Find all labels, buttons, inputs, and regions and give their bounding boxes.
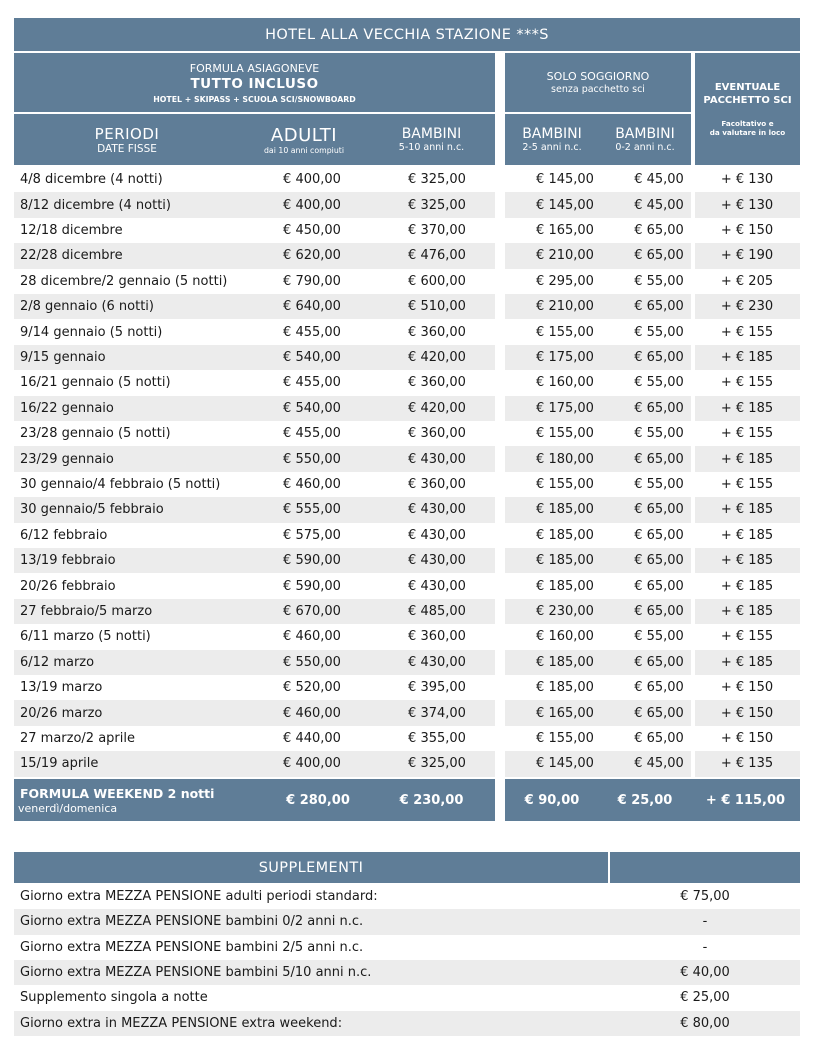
bambini-25-cell: € 210,00	[536, 299, 594, 315]
bambini-25-cell: € 175,00	[536, 400, 594, 416]
bambini-02-cell: € 45,00	[634, 197, 684, 213]
period-cell: 20/26 marzo	[20, 705, 103, 721]
pacchetto-sci-cell: + € 150	[720, 730, 774, 746]
adulti-cell: € 455,00	[283, 324, 341, 340]
weekend-label: FORMULA WEEKEND 2 notti	[20, 786, 215, 801]
bambini-25-cell: € 155,00	[536, 426, 594, 442]
adulti-cell: € 550,00	[283, 654, 341, 670]
bambini-25-cell: € 165,00	[536, 705, 594, 721]
adulti-cell: € 575,00	[283, 527, 341, 543]
adulti-cell: € 520,00	[283, 680, 341, 696]
period-cell: 22/28 dicembre	[20, 248, 123, 264]
pacchetto-sci-cell: + € 185	[720, 451, 774, 467]
table-row	[14, 218, 800, 243]
bambini-25-cell: € 160,00	[536, 629, 594, 645]
bambini-510-cell: € 325,00	[408, 172, 466, 188]
supplementi-value: € 40,00	[680, 965, 730, 981]
period-cell: 6/12 febbraio	[20, 527, 108, 543]
periodi-line1: PERIODI	[94, 124, 160, 143]
period-cell: 23/29 gennaio	[20, 451, 114, 467]
formula-line1: FORMULA ASIAGONEVE	[189, 61, 320, 75]
table-row	[14, 624, 800, 649]
formula-line2: TUTTO INCLUSO	[190, 75, 319, 92]
bambini-02-cell: € 65,00	[634, 451, 684, 467]
bambini-510-cell: € 370,00	[408, 222, 466, 238]
supplementi-label: Giorno extra in MEZZA PENSIONE extra weekend:	[20, 1015, 343, 1031]
supplementi-row	[14, 884, 800, 909]
bambini-510-cell: € 430,00	[408, 553, 466, 569]
bambini-510-cell: € 430,00	[408, 502, 466, 518]
pacchetto-sci-cell: + € 230	[720, 299, 774, 315]
pacchetto-sci-cell: + € 185	[720, 400, 774, 416]
weekend-b25: € 90,00	[524, 792, 580, 808]
bambini-25-header	[505, 114, 599, 165]
pacchetto-sci-cell: + € 130	[720, 172, 774, 188]
supplementi-value: € 80,00	[680, 1015, 730, 1031]
period-cell: 6/12 marzo	[20, 654, 95, 670]
supplementi-label: Giorno extra MEZZA PENSIONE adulti periodi standard:	[20, 889, 378, 905]
hotel-title: HOTEL ALLA VECCHIA STAZIONE ***S	[14, 18, 800, 51]
period-cell: 15/19 aprile	[20, 756, 99, 772]
adulti-cell: € 455,00	[283, 375, 341, 391]
eventuale-note2: da valutare in loco	[709, 128, 786, 137]
bambini-510-cell: € 430,00	[408, 527, 466, 543]
supplementi-row	[14, 960, 800, 985]
bambini-02-cell: € 55,00	[634, 476, 684, 492]
period-cell: 13/19 febbraio	[20, 553, 116, 569]
period-cell: 8/12 dicembre (4 notti)	[20, 197, 171, 213]
pacchetto-sci-cell: + € 185	[720, 502, 774, 518]
adulti-cell: € 555,00	[283, 502, 341, 518]
period-cell: 9/14 gennaio (5 notti)	[20, 324, 163, 340]
table-row	[14, 446, 800, 471]
supplementi-value: -	[702, 939, 708, 955]
eventuale-line2: PACCHETTO SCI	[703, 95, 792, 106]
bambini-25-cell: € 175,00	[536, 349, 594, 365]
bambini-25-cell: € 180,00	[536, 451, 594, 467]
weekend-b02: € 25,00	[617, 792, 673, 808]
adulti-cell: € 440,00	[283, 730, 341, 746]
solo-soggiorno-header	[505, 53, 691, 112]
supplementi-row	[14, 1011, 800, 1036]
adulti-cell: € 400,00	[283, 197, 341, 213]
bambini-02-cell: € 65,00	[634, 222, 684, 238]
solo-line1: SOLO SOGGIORNO	[546, 69, 650, 83]
adulti-cell: € 640,00	[283, 299, 341, 315]
bambini-25-line2: 2-5 anni n.c.	[522, 142, 582, 153]
bambini-25-cell: € 160,00	[536, 375, 594, 391]
bambini-510-cell: € 395,00	[408, 680, 466, 696]
bambini-02-cell: € 55,00	[634, 375, 684, 391]
adulti-cell: € 400,00	[283, 756, 341, 772]
adulti-cell: € 460,00	[283, 705, 341, 721]
period-cell: 27 febbraio/5 marzo	[20, 603, 153, 619]
supplementi-value: € 75,00	[680, 889, 730, 905]
bambini-510-cell: € 485,00	[408, 603, 466, 619]
bambini-02-cell: € 65,00	[634, 527, 684, 543]
bambini-25-cell: € 185,00	[536, 527, 594, 543]
bambini-25-line1: BAMBINI	[522, 126, 582, 142]
eventuale-line1: EVENTUALE	[714, 82, 781, 93]
table-row	[14, 599, 800, 624]
bambini-02-cell: € 65,00	[634, 349, 684, 365]
pacchetto-sci-cell: + € 155	[720, 375, 774, 391]
adulti-cell: € 590,00	[283, 578, 341, 594]
pacchetto-sci-cell: + € 150	[720, 222, 774, 238]
bambini-25-cell: € 155,00	[536, 476, 594, 492]
bambini-510-cell: € 360,00	[408, 629, 466, 645]
bambini-510-line1: BAMBINI	[401, 126, 462, 142]
adulti-cell: € 455,00	[283, 426, 341, 442]
bambini-510-cell: € 430,00	[408, 578, 466, 594]
bambini-02-line1: BAMBINI	[615, 126, 675, 142]
bambini-510-cell: € 360,00	[408, 375, 466, 391]
bambini-02-cell: € 45,00	[634, 756, 684, 772]
table-row	[14, 497, 800, 522]
supplementi-label: Giorno extra MEZZA PENSIONE bambini 0/2 anni n.c.	[20, 914, 364, 930]
formula-header	[14, 53, 495, 112]
adulti-cell: € 590,00	[283, 553, 341, 569]
period-cell: 13/19 marzo	[20, 680, 103, 696]
period-cell: 16/21 gennaio (5 notti)	[20, 375, 171, 391]
pacchetto-sci-cell: + € 205	[720, 273, 774, 289]
bambini-02-cell: € 65,00	[634, 553, 684, 569]
table-row	[14, 345, 800, 370]
supplementi-label: Giorno extra MEZZA PENSIONE bambini 5/10 anni n.c.	[20, 965, 372, 981]
pacchetto-sci-cell: + € 190	[720, 248, 774, 264]
supplementi-label: Giorno extra MEZZA PENSIONE bambini 2/5 anni n.c.	[20, 939, 364, 955]
pacchetto-sci-cell: + € 155	[720, 324, 774, 340]
bambini-02-cell: € 65,00	[634, 578, 684, 594]
adulti-cell: € 790,00	[283, 273, 341, 289]
period-cell: 9/15 gennaio	[20, 349, 106, 365]
adulti-cell: € 550,00	[283, 451, 341, 467]
eventuale-note1: Facoltativo e	[721, 119, 774, 128]
period-cell: 4/8 dicembre (4 notti)	[20, 172, 163, 188]
bambini-510-cell: € 420,00	[408, 400, 466, 416]
bambini-510-cell: € 360,00	[408, 324, 466, 340]
bambini-02-cell: € 65,00	[634, 705, 684, 721]
table-row	[14, 269, 800, 294]
supplementi-value: € 25,00	[680, 990, 730, 1006]
table-row	[14, 243, 800, 268]
weekend-adulti: € 280,00	[286, 792, 350, 808]
period-cell: 27 marzo/2 aprile	[20, 730, 135, 746]
pacchetto-sci-cell: + € 185	[720, 603, 774, 619]
bambini-02-cell: € 55,00	[634, 324, 684, 340]
weekend-row-left	[14, 779, 495, 821]
bambini-25-cell: € 145,00	[536, 756, 594, 772]
supplementi-value: -	[702, 914, 708, 930]
period-cell: 12/18 dicembre	[20, 222, 123, 238]
bambini-510-cell: € 360,00	[408, 476, 466, 492]
table-row	[14, 548, 800, 573]
pacchetto-sci-cell: + € 155	[720, 476, 774, 492]
weekend-b510: € 230,00	[399, 792, 464, 808]
table-row	[14, 523, 800, 548]
bambini-25-cell: € 145,00	[536, 172, 594, 188]
supplementi-title: SUPPLEMENTI	[14, 852, 608, 883]
period-cell: 16/22 gennaio	[20, 400, 114, 416]
formula-line3: HOTEL + SKIPASS + SCUOLA SCI/SNOWBOARD	[153, 94, 356, 104]
bambini-02-cell: € 65,00	[634, 299, 684, 315]
table-row	[14, 294, 800, 319]
bambini-02-cell: € 65,00	[634, 400, 684, 416]
period-cell: 23/28 gennaio (5 notti)	[20, 426, 171, 442]
bambini-510-cell: € 325,00	[408, 756, 466, 772]
table-row	[14, 421, 800, 446]
period-cell: 28 dicembre/2 gennaio (5 notti)	[20, 273, 228, 289]
supplementi-row	[14, 935, 800, 960]
bambini-510-header	[368, 114, 495, 165]
table-row	[14, 192, 800, 217]
adulti-cell: € 670,00	[283, 603, 341, 619]
bambini-510-cell: € 374,00	[408, 705, 466, 721]
bambini-02-cell: € 65,00	[634, 730, 684, 746]
bambini-02-cell: € 65,00	[634, 654, 684, 670]
bambini-02-cell: € 55,00	[634, 426, 684, 442]
table-row	[14, 726, 800, 751]
bambini-510-line2: 5-10 anni n.c.	[398, 142, 465, 153]
supplementi-label: Supplemento singola a notte	[20, 990, 208, 1006]
period-cell: 6/11 marzo (5 notti)	[20, 629, 151, 645]
table-row	[14, 167, 800, 192]
bambini-510-cell: € 430,00	[408, 654, 466, 670]
pacchetto-sci-cell: + € 130	[720, 197, 774, 213]
bambini-510-cell: € 430,00	[408, 451, 466, 467]
weekend-opt: + € 115,00	[705, 792, 786, 808]
adulti-cell: € 400,00	[283, 172, 341, 188]
bambini-510-cell: € 355,00	[408, 730, 466, 746]
bambini-02-cell: € 55,00	[634, 273, 684, 289]
pacchetto-sci-cell: + € 185	[720, 654, 774, 670]
bambini-25-cell: € 145,00	[536, 197, 594, 213]
bambini-25-cell: € 155,00	[536, 324, 594, 340]
pacchetto-sci-cell: + € 185	[720, 553, 774, 569]
bambini-02-line2: 0-2 anni n.c.	[615, 142, 675, 153]
bambini-25-cell: € 185,00	[536, 578, 594, 594]
bambini-02-cell: € 65,00	[634, 603, 684, 619]
adulti-cell: € 620,00	[283, 248, 341, 264]
adulti-header	[240, 114, 368, 165]
weekend-row-right	[505, 779, 800, 821]
bambini-510-cell: € 600,00	[408, 273, 466, 289]
period-cell: 30 gennaio/5 febbraio	[20, 502, 164, 518]
pacchetto-sci-cell: + € 150	[720, 680, 774, 696]
bambini-02-cell: € 65,00	[634, 248, 684, 264]
pacchetto-sci-cell: + € 135	[720, 756, 774, 772]
bambini-510-cell: € 325,00	[408, 197, 466, 213]
bambini-02-cell: € 45,00	[634, 172, 684, 188]
pacchetto-sci-cell: + € 185	[720, 578, 774, 594]
bambini-25-cell: € 230,00	[536, 603, 594, 619]
bambini-510-cell: € 476,00	[408, 248, 466, 264]
bambini-25-cell: € 165,00	[536, 222, 594, 238]
bambini-25-cell: € 185,00	[536, 553, 594, 569]
table-row	[14, 675, 800, 700]
bambini-02-header	[599, 114, 691, 165]
table-row	[14, 396, 800, 421]
supplementi-row	[14, 985, 800, 1010]
adulti-cell: € 460,00	[283, 476, 341, 492]
adulti-cell: € 450,00	[283, 222, 341, 238]
adulti-cell: € 540,00	[283, 400, 341, 416]
adulti-cell: € 540,00	[283, 349, 341, 365]
table-row	[14, 700, 800, 725]
adulti-cell: € 460,00	[283, 629, 341, 645]
table-row	[14, 650, 800, 675]
table-row	[14, 573, 800, 598]
bambini-510-cell: € 360,00	[408, 426, 466, 442]
table-row	[14, 370, 800, 395]
bambini-25-cell: € 185,00	[536, 680, 594, 696]
period-cell: 30 gennaio/4 febbraio (5 notti)	[20, 476, 221, 492]
bambini-25-cell: € 210,00	[536, 248, 594, 264]
periodi-header	[14, 114, 240, 165]
pacchetto-sci-cell: + € 150	[720, 705, 774, 721]
bambini-25-cell: € 155,00	[536, 730, 594, 746]
bambini-510-cell: € 420,00	[408, 349, 466, 365]
period-cell: 2/8 gennaio (6 notti)	[20, 299, 154, 315]
solo-line2: senza pacchetto sci	[551, 83, 645, 95]
adulti-line2: dai 10 anni compiuti	[263, 145, 344, 155]
adulti-line1: ADULTI	[270, 124, 338, 146]
bambini-02-cell: € 65,00	[634, 502, 684, 518]
periodi-line2: DATE FISSE	[97, 142, 157, 155]
weekend-sub: venerdì/domenica	[18, 802, 118, 815]
table-row	[14, 319, 800, 344]
pacchetto-sci-cell: + € 185	[720, 349, 774, 365]
pacchetto-sci-cell: + € 185	[720, 527, 774, 543]
bambini-02-cell: € 65,00	[634, 680, 684, 696]
supplementi-row	[14, 909, 800, 934]
bambini-25-cell: € 185,00	[536, 502, 594, 518]
bambini-25-cell: € 295,00	[536, 273, 594, 289]
pacchetto-sci-cell: + € 155	[720, 426, 774, 442]
table-row	[14, 751, 800, 776]
bambini-510-cell: € 510,00	[408, 299, 466, 315]
bambini-02-cell: € 55,00	[634, 629, 684, 645]
period-cell: 20/26 febbraio	[20, 578, 116, 594]
supplementi-value-header	[610, 852, 800, 883]
pacchetto-sci-cell: + € 155	[720, 629, 774, 645]
bambini-25-cell: € 185,00	[536, 654, 594, 670]
eventuale-header	[695, 53, 800, 165]
table-row	[14, 472, 800, 497]
